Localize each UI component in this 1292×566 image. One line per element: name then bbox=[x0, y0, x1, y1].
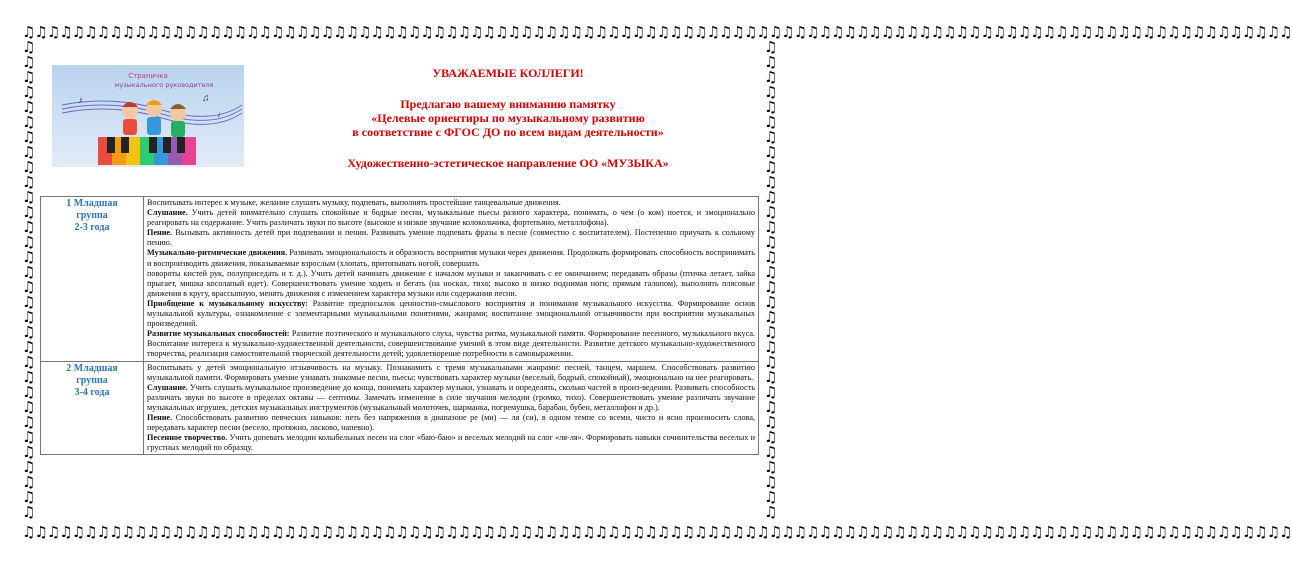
header-block bbox=[258, 66, 758, 170]
section-rhythmic-cont: повороты кистей рук, полуприседать и т. д.). Учить детей начинать движение с началом музыки и заканчивать с ее окончанием; передавать образы (птичка летает, зайка прыгает, мишка косолапый идет). Совершенствовать умение ходить и бегать (на носках, тихо; высоко и низко поднимая ноги; прямым галопом), выполнять плясовые движения в кругу, врассыпную, менять движения с изменением характера музыки или содержания песни. bbox=[147, 268, 755, 298]
section-title: Песенное творчество. bbox=[147, 433, 228, 443]
svg-text:♫: ♫ bbox=[202, 93, 210, 104]
age-line: 1 Младшая bbox=[66, 198, 118, 209]
section-title: Музыкально-ритмические движения. bbox=[147, 248, 288, 258]
notes-border-bottom: ♫♫♫♫♫♫♫♫♫♫♫♫♫♫♫♫♫♫♫♫♫♫♫♫♫♫♫♫♫♫♫♫♫♫♫♫♫♫♫♫♫♫♫♫♫♫♫♫♫♫♫♫♫♫♫♫♫♫♫♫♫♫♫♫♫♫♫♫♫♫♫♫♫♫♫♫♫♫♫♫♫♫♫♫♫♫♫♫♫♫♫♫♫♫♫♫♫♫♫♫♫♫ bbox=[22, 523, 1292, 541]
section-text: Учить слушать музыкальное произведение до конца, понимать характер музыки, узнавать и определять, сколько частей в произ-ведении. Развивать способность различать звуки по высоте в пределах октавы — септимы. Замечать изменение в силе звучания мелодии (громко, тихо). Совершенствовать умение различать звучание музыкальных игрушек, детских музыкальных инструментов (музыкальный молоточек, шарманка, погремушка, барабан, бубен, металлофон и др.). bbox=[147, 382, 755, 412]
intro-text: Воспитывать у детей эмоциональную отзывчивость на музыку. Познакомить с тремя музыкальными жанрами: песней, танцем, маршем. Способствовать развитию музыкальной памяти. Формировать умение узнавать знакомые песни, пьесы; чувствовать характер музыки (веселый, бодрый, спокойный), эмоционально на нее реагировать. bbox=[147, 362, 755, 382]
section-title: Пение. bbox=[147, 228, 173, 238]
table-row bbox=[41, 197, 759, 362]
section-title: Слушание. bbox=[147, 382, 188, 392]
section-title: Развитие музыкальных способностей: bbox=[147, 329, 290, 339]
notes-border-left: ♫ ♫ ♫ ♫ ♫ ♫ ♫ ♫ ♫ ♫ ♫ ♫ ♫ ♫ ♫ ♫ ♫ ♫ ♫ ♫ ♫ ♫ ♫ ♫ ♫ ♫ ♫ ♫ ♫ ♫ ♫ ♫ bbox=[22, 38, 36, 521]
section-text: Учить детей внимательно слушать спокойные и бодрые песни, музыкальные пьесы разного характера, понимать, о чем (о ком) поется, и эмоционально реагировать на содержание. Учить различать звуки по высоте (высокое и низкое звучание колокольчика, фортепьяно, металлофона). bbox=[147, 208, 755, 228]
section-rhythmic bbox=[147, 248, 755, 268]
header-line-1: Предлагаю вашему вниманию памятку bbox=[400, 97, 616, 111]
section-text: Вызывать активность детей при подпевании и пении. Развивать умение подпевать фразы в песне (совместно с воспитателем). Постепенно приучать к сольному пению. bbox=[147, 228, 755, 248]
section-text: Развивать эмоциональность и образность восприятия музыки через движения. Продолжать формировать способность воспринимать и воспроизводить движения, показываемые взрослым (хлопать, притопывать ногой, совершать bbox=[147, 248, 755, 268]
section-text: Развитие предпосылок ценностно-смыслового восприятия и понимания музыкального искусства. Формирование основ музыкальной культуры, ознакомление с элементарными музыкальными понятиями, жанрами; воспитание эмоциональной отзывчивости при восприятии музыкальных произведений. bbox=[147, 298, 755, 329]
section-text: Учить допевать мелодии колыбельных песен на слог «баю-баю» и веселых мелодий на слог «ля-ля». Формировать навыки сочинительства веселых и грустных мелодий по образцу. bbox=[147, 433, 755, 453]
section-text: Способствовать развитию певческих навыков: петь без напряжения в диапазоне ре (ми) — ля (си), в одном темпе со всеми, чисто и ясно произносить слова, передавать характер песни (весело, протяжно, ласково, напевно). bbox=[147, 412, 755, 433]
age-line: 2-3 года bbox=[74, 222, 110, 233]
svg-text:♩: ♩ bbox=[217, 109, 226, 119]
section-title: Пение. bbox=[147, 412, 173, 422]
logo-caption-2: музыкального руководителя bbox=[114, 81, 214, 89]
section-abilities bbox=[147, 329, 755, 359]
section-singing bbox=[147, 413, 755, 433]
section-title: Слушание. bbox=[147, 208, 188, 218]
section-listening bbox=[147, 208, 755, 228]
intro-text: Воспитывать интерес к музыке, желание слушать музыку, подпевать, выполнять простейшие танцевальные движения. bbox=[147, 198, 561, 207]
description-cell bbox=[144, 197, 759, 362]
header-line-2: «Целевые ориентиры по музыкальному развитию bbox=[371, 111, 645, 125]
direction-title: Художественно-эстетическое направление ОО «МУЗЫКА» bbox=[347, 156, 669, 170]
table-row bbox=[41, 361, 759, 455]
section-art bbox=[147, 299, 755, 329]
age-cell bbox=[41, 361, 144, 455]
age-cell bbox=[41, 197, 144, 362]
svg-text:♪: ♪ bbox=[78, 95, 83, 106]
section-listening bbox=[147, 383, 755, 413]
content-table bbox=[40, 196, 759, 455]
section-text: Развитие поэтического и музыкального слуха, чувства ритма, музыкальной памяти. Формирование песенного, музыкального вкуса. Воспитание интереса к музыкально-художественной деятельности, совершенствование умений в этом виде деятельности. Развитие детского музыкально-художественного творчества, реализация самостоятельной творческой деятельности детей; удовлетворение потребности в самовыражении. bbox=[147, 329, 755, 359]
logo-caption-1: Страничка bbox=[128, 72, 168, 80]
notes-border-right: ♫ ♫ ♫ ♫ ♫ ♫ ♫ ♫ ♫ ♫ ♫ ♫ ♫ ♫ ♫ ♫ ♫ ♫ ♫ ♫ ♫ ♫ ♫ ♫ ♫ ♫ ♫ ♫ ♫ ♫ ♫ ♫ bbox=[764, 38, 778, 521]
section-title: Приобщение к музыкальному искусству: bbox=[147, 298, 308, 308]
age-line: группа bbox=[76, 210, 108, 221]
description-cell bbox=[144, 361, 759, 455]
age-line: 2 Младшая bbox=[66, 362, 118, 374]
header-line-3: в соответствие с ФГОС ДО по всем видам деятельности» bbox=[352, 125, 664, 139]
page-title: УВАЖАЕМЫЕ КОЛЛЕГИ! bbox=[432, 66, 584, 80]
section-singing bbox=[147, 228, 755, 248]
age-line: 3-4 года bbox=[74, 386, 110, 398]
section-song-creativity bbox=[147, 433, 755, 453]
notes-border-top: ♫♫♫♫♫♫♫♫♫♫♫♫♫♫♫♫♫♫♫♫♫♫♫♫♫♫♫♫♫♫♫♫♫♫♫♫♫♫♫♫♫♫♫♫♫♫♫♫♫♫♫♫♫♫♫♫♫♫♫♫♫♫♫♫♫♫♫♫♫♫♫♫♫♫♫♫♫♫♫♫♫♫♫♫♫♫♫♫♫♫♫♫♫♫♫♫♫♫♫♫♫♫ bbox=[22, 23, 1292, 41]
music-teacher-logo bbox=[52, 65, 244, 167]
age-line: группа bbox=[76, 374, 108, 386]
